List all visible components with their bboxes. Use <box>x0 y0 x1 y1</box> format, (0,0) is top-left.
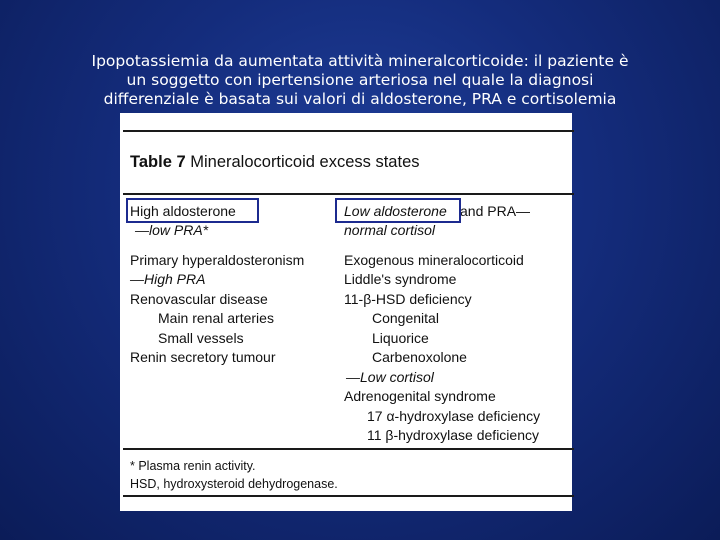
low-aldosterone-highlight <box>335 198 461 223</box>
slide-title-line-3: differenziale è basata sui valori di aldosterone, PRA e cortisolemia <box>103 90 617 108</box>
table-title <box>130 153 420 173</box>
right-row: Liquorice <box>372 330 429 346</box>
footnote: * Plasma renin activity. <box>130 459 256 473</box>
right-row: Carbenoxolone <box>372 349 467 365</box>
high-aldosterone-highlight <box>126 198 259 223</box>
left-row: Primary hyperaldosteronism <box>130 252 305 268</box>
right-header-line-1: Low aldosterone <box>344 203 447 219</box>
right-row: Exogenous mineralocorticoid <box>344 252 524 268</box>
right-header-line-2: normal cortisol <box>344 222 436 238</box>
table-image <box>120 113 572 511</box>
top-rule <box>123 130 574 132</box>
slide-title-line-2: un soggetto con ipertensione arteriosa nel quale la diagnosi <box>126 71 594 89</box>
slide-title <box>20 52 700 109</box>
left-header-line-2: —low PRA* <box>135 222 209 238</box>
right-row: Liddle's syndrome <box>344 271 457 287</box>
right-row: —Low cortisol <box>346 369 434 385</box>
table-title-text: Mineralocorticoid excess states <box>190 153 420 171</box>
header-rule <box>123 193 574 195</box>
table-number: Table 7 <box>130 153 186 171</box>
footnote: HSD, hydroxysteroid dehydrogenase. <box>130 477 338 491</box>
bottom-rule <box>123 495 574 497</box>
left-row: —High PRA <box>130 271 206 287</box>
right-header-line-1b: and PRA— <box>460 203 531 219</box>
slide-title-line-1: Ipopotassiemia da aumentata attività mineralcorticoide: il paziente è <box>91 52 629 70</box>
left-header-line-1: High aldosterone <box>130 203 236 219</box>
right-row: Adrenogenital syndrome <box>344 388 496 404</box>
left-row: Main renal arteries <box>158 310 274 326</box>
left-row: Renovascular disease <box>130 291 268 307</box>
left-row: Small vessels <box>158 330 244 346</box>
right-row: 11 β-hydroxylase deficiency <box>367 427 539 443</box>
right-row: 11-β-HSD deficiency <box>344 291 472 307</box>
right-row: Congenital <box>372 310 439 326</box>
right-row: 17 α-hydroxylase deficiency <box>367 408 541 424</box>
footer-rule <box>123 448 574 450</box>
left-row: Renin secretory tumour <box>130 349 276 365</box>
